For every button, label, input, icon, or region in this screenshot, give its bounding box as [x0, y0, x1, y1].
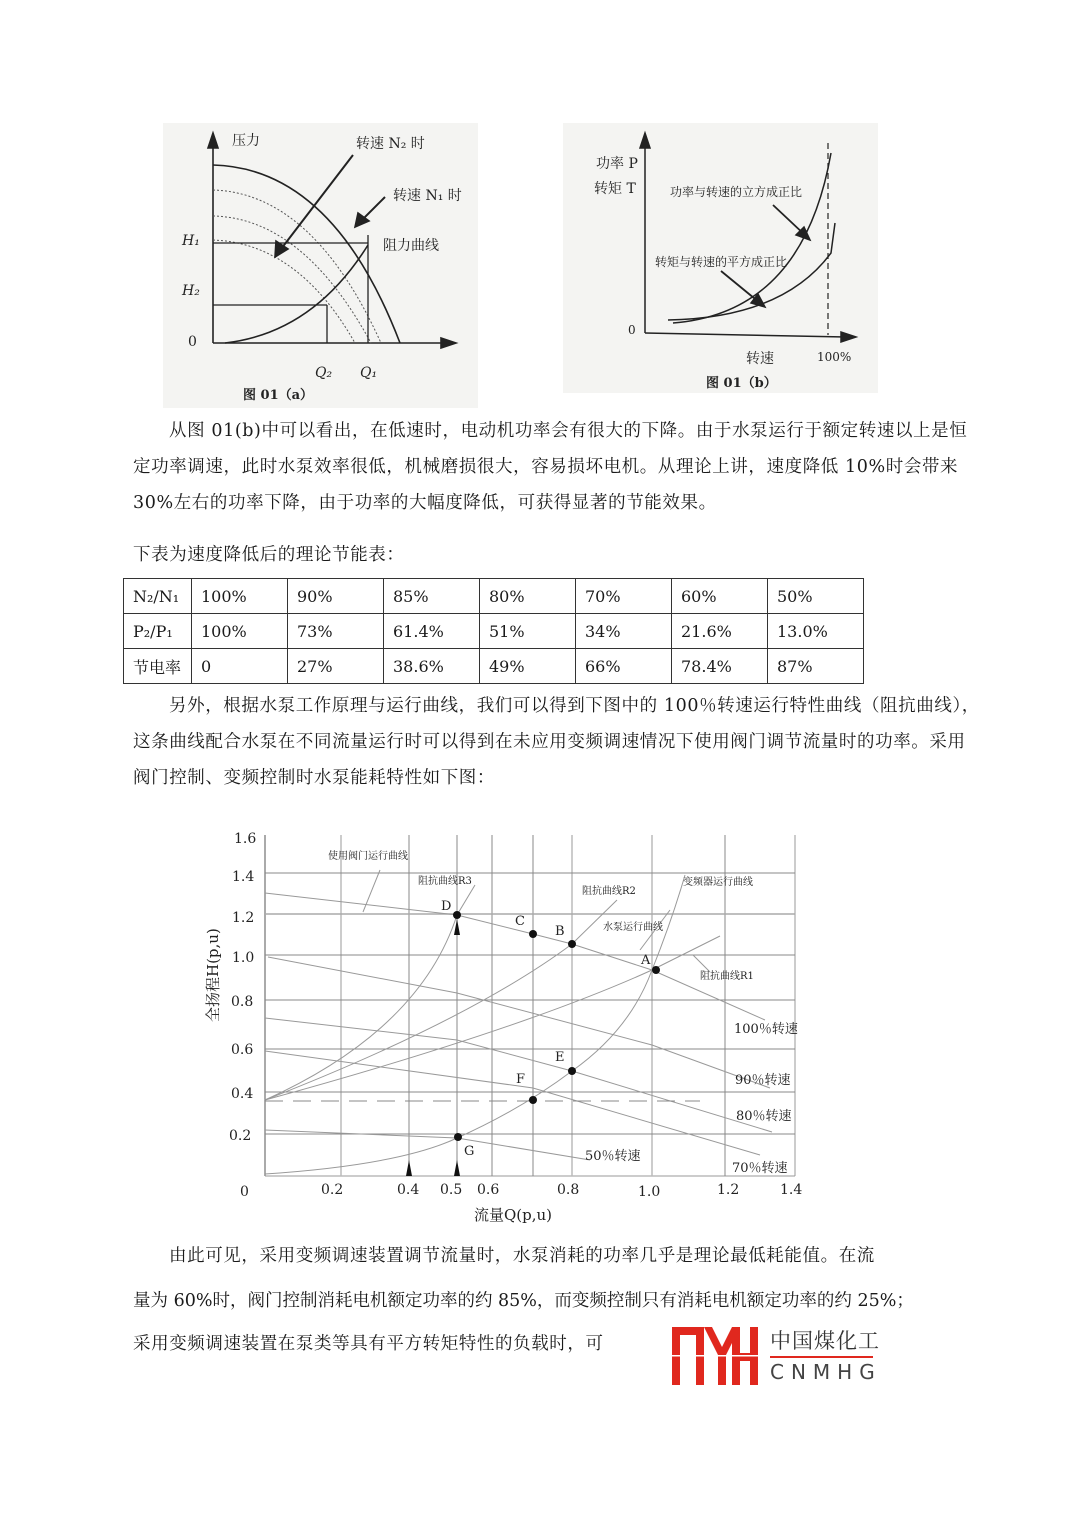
paragraph-resistance-curve: 另外，根据水泵工作原理与运行曲线，我们可以得到下图中的 100％转速运行特性曲线（阻抗曲线），这条曲线配合水泵在不同流量运行时可以得到在未应用变频调速情况下使用阀门调节流量时的功率。采用阀门控制、变频控制时水泵能耗特性如下图：: [133, 696, 980, 788]
annotation-valve-curve: 使用阀门运行曲线: [328, 851, 408, 862]
paragraph-conclusion-line-1: 由此可见，采用变频调速装置调节流量时，水泵消耗的功率几乎是理论最低耗能值。在流: [169, 1246, 875, 1266]
point-label-f: F: [516, 1072, 526, 1087]
point-label-a: A: [641, 953, 651, 968]
table-cell: 87%: [768, 649, 864, 684]
figure-01a-origin: 0: [188, 334, 197, 350]
x-tick: 0.8: [557, 1182, 580, 1198]
watermark-name-cn: 中国煤化工: [770, 1329, 880, 1353]
row-label: N₂/N₁: [124, 579, 192, 614]
y-axis-title: 全扬程H(p,u): [204, 928, 222, 1022]
table-cell: 70%: [576, 579, 672, 614]
figure-01b-y-label-power: 功率 P: [596, 156, 638, 172]
table-cell: 66%: [576, 649, 672, 684]
figure-01a-callout-n1: 转速 N₁ 时: [393, 188, 462, 204]
table-cell: 100%: [192, 614, 288, 649]
x-tick: 1.4: [780, 1182, 803, 1198]
figure-01b-cube-label: 功率与转速的立方成正比: [670, 185, 803, 199]
annotation-80-speed: 80％转速: [736, 1109, 792, 1124]
row-label: P₂/P₁: [124, 614, 192, 649]
y-tick: 0.4: [231, 1086, 254, 1102]
table-intro: 下表为速度降低后的理论节能表：: [133, 545, 405, 565]
y-tick: 0.6: [231, 1042, 254, 1058]
figure-01b-origin: 0: [628, 323, 636, 337]
table-cell: 51%: [480, 614, 576, 649]
annotation-r2: 阻抗曲线R2: [582, 886, 636, 897]
y-tick: 1.6: [234, 831, 257, 847]
figure-01a-q1: Q₁: [360, 365, 378, 381]
point-label-d: D: [441, 899, 452, 914]
figure-01a-resistance-label: 阻力曲线: [383, 238, 439, 254]
cnmhg-logo-icon: [670, 1325, 760, 1387]
figure-01a-caption: 图 01（a）: [243, 388, 314, 403]
figure-01b-caption: 图 01（b）: [706, 376, 777, 391]
table-cell: 27%: [288, 649, 384, 684]
row-label: 节电率: [124, 649, 192, 684]
point-label-b: B: [555, 924, 565, 939]
table-cell: 50%: [768, 579, 864, 614]
figure-01a-h1: H₁: [182, 233, 200, 249]
figure-01b-square-label: 转矩与转速的平方成正比: [655, 255, 788, 269]
y-tick: 0.8: [231, 994, 254, 1010]
x-tick: 1.0: [638, 1184, 661, 1200]
x-tick: 0.4: [397, 1182, 420, 1198]
table-cell: 85%: [384, 579, 480, 614]
annotation-vfd-curve: 变频器运行曲线: [683, 877, 753, 888]
table-cell: 73%: [288, 614, 384, 649]
point-label-g: G: [464, 1144, 475, 1159]
y-tick: 0.2: [229, 1128, 252, 1144]
paragraph-speed-power: 从图 01(b)中可以看出，在低速时，电动机功率会有很大的下降。由于水泵运行于额定转速以上是恒定功率调速，此时水泵效率很低，机械磨损很大，容易损坏电机。从理论上讲，速度降低 10%时会带来 30%左右的功率下降，由于功率的大幅度降低，可获得显著的节能效果。: [133, 421, 968, 513]
annotation-r3: 阻抗曲线R3: [418, 876, 472, 887]
paragraph-conclusion-line-2: 量为 60%时，阀门控制消耗电机额定功率的约 85%，而变频控制只有消耗电机额定功率的约 25%；: [133, 1291, 914, 1311]
table-cell: 0: [192, 649, 288, 684]
table-cell: 13.0%: [768, 614, 864, 649]
figure-01b-x-max: 100%: [817, 350, 852, 364]
table-cell: 61.4%: [384, 614, 480, 649]
annotation-100-speed: 100％转速: [734, 1022, 798, 1037]
annotation-r1: 阻抗曲线R1: [700, 971, 754, 982]
figure-01b-x-label: 转速: [746, 351, 774, 367]
y-tick: 1.4: [232, 869, 255, 885]
figure-01a-callout-n2: 转速 N₂ 时: [356, 136, 425, 152]
x-tick: 0.2: [321, 1182, 344, 1198]
table-cell: 34%: [576, 614, 672, 649]
watermark-name-en: CNMHG: [770, 1360, 882, 1384]
annotation-70-speed: 70％转速: [732, 1161, 788, 1176]
paragraph-conclusion-line-3: 采用变频调速装置在泵类等具有平方转矩特性的负载时，可: [133, 1334, 604, 1354]
watermark-logo: [670, 1325, 890, 1387]
table-cell: 100%: [192, 579, 288, 614]
figure-01a-q2: Q₂: [315, 365, 333, 381]
annotation-pump-curve: 水泵运行曲线: [603, 922, 663, 933]
table-cell: 49%: [480, 649, 576, 684]
annotation-90-speed: 90％转速: [735, 1073, 791, 1088]
y-tick: 1.0: [232, 950, 255, 966]
table-cell: 80%: [480, 579, 576, 614]
y-tick: 1.2: [232, 910, 255, 926]
table-cell: 38.6%: [384, 649, 480, 684]
x-axis-title: 流量Q(p,u): [474, 1206, 553, 1224]
x-tick: 1.2: [717, 1182, 740, 1198]
table-cell: 60%: [672, 579, 768, 614]
watermark-divider: [770, 1356, 873, 1358]
point-label-e: E: [555, 1050, 565, 1065]
figure-01b-y-label-torque: 转矩 T: [594, 181, 636, 197]
figure-01a-h2: H₂: [182, 283, 200, 299]
x-tick: 0.5: [440, 1182, 463, 1198]
x-tick: 0.6: [477, 1182, 500, 1198]
table-cell: 21.6%: [672, 614, 768, 649]
figure-01a-y-label: 压力: [232, 133, 260, 149]
table-cell: 90%: [288, 579, 384, 614]
x-tick: 0: [240, 1184, 249, 1200]
annotation-50-speed: 50％转速: [585, 1149, 641, 1164]
table-cell: 78.4%: [672, 649, 768, 684]
point-label-c: C: [515, 914, 525, 929]
